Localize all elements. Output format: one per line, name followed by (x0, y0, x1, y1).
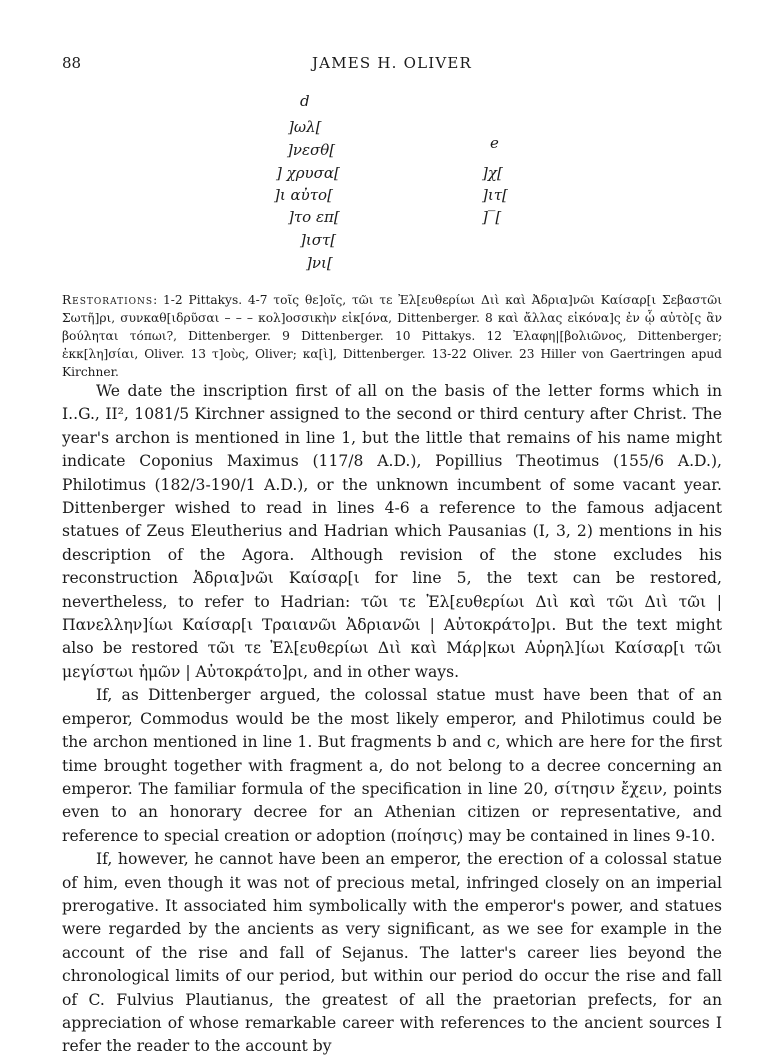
fragment-d-label: d (300, 92, 310, 110)
fragment-d-line: ]ωλ[ (288, 118, 322, 136)
fragment-e-line: ]ιτ[ (482, 186, 508, 204)
fragment-d-line: ]νι[ (306, 254, 333, 272)
page-number: 88 (62, 54, 82, 72)
fragment-d-line: ]νεσθ[ (287, 141, 336, 159)
fragment-d-line: ]ι αὐτο[ (274, 186, 333, 204)
fragment-e-line: ]χ[ (482, 164, 503, 182)
paragraph: If, as Dittenberger argued, the colossal statue must have been that of an emperor, Commodus would be the most likely emperor, and Philotimus could be the archon mentioned in line 1. But fragments b and c, which are here for the first time brought together with fragment a, do not belong to a decree concerning an emperor. The familiar formula of the specification in line 20, σίτησιν ἔχειν, points even to an honorary decree for an Athenian citizen or representative, and reference to special creation or adoption (ποίησις) may be contained in lines 9-10. (62, 686, 722, 845)
restorations-text: : 1-2 Pittakys. 4-7 τοῖς θε]οῖς, τῶι τε Ἐλ[ευθερίωι Διὶ καὶ Ἀδρια]νῶι Καίσαρ[ι Σεβαστῶι Σωτῆ]ρι, συνκαθ[ιδρῦσαι – – – κολ]οσσικὴν εἰκ[όνα, Dittenberger. 8 καὶ ἄλλας εἰκόνα]ς ἐν ᾧ αὐτὸ[ς ἂν βούληται τόπωι?, Dittenberger. 9 Dittenberger. 10 Pittakys. 12 Ἐλαφη|[βολιῶνος, Dittenberger; ἐκκ[λη]σίαι, Oliver. 13 τ]οὺς, Oliver; κα[ὶ], Dittenberger. 13-22 Oliver. 23 Hiller von Gaertringen apud Kirchner. (62, 293, 722, 379)
fragment-d-line: ]ιστ[ (300, 231, 337, 249)
page-header (62, 54, 722, 80)
restorations-note (62, 291, 722, 381)
fragment-e-line: ]‾[ (482, 208, 502, 226)
article-body (62, 380, 722, 1059)
running-head: JAMES H. OLIVER (311, 54, 473, 72)
fragment-d-line: ]το επ[ (288, 208, 340, 226)
paragraph: We date the inscription first of all on the basis of the letter forms which in I..G., II², 1081/5 Kirchner assigned to the second or third century after Christ. The year's archon is mentioned in line 1, but the little that remains of his name might indicate Coponius Maximus (117/8 A.D.), Popillius Theotimus (155/6 A.D.), Philotimus (182/3-190/1 A.D.), or the unknown incumbent of some vacant year. Dittenberger wished to read in lines 4-6 a reference to the famous adjacent statues of Zeus Eleutherius and Hadrian which Pausanias (I, 3, 2) mentions in his description of the Agora. Although revision of the stone excludes his reconstruction Ἀδρια]νῶι Καίσαρ[ι for line 5, the text can be restored, nevertheless, to refer to Hadrian: τῶι τε Ἐλ[ευθερίωι Διὶ καὶ τῶι Διὶ τῶι | Πανελλην]ίωι Καίσαρ[ι Τραιανῶι Ἀδριανῶι | Αὐτοκράτο]ρι. But the text might also be restored τῶι τε Ἐλ[ευθερίωι Διὶ καὶ Μάρ|κωι Αὐρηλ]ίωι Καίσαρ[ι τῶι μεγίστωι ἡμῶν | Αὐτοκράτο]ρι, and in other ways. (62, 382, 722, 681)
paragraph: If, however, he cannot have been an emperor, the erection of a colossal statue of him, even though it was not of precious metal, infringed closely on an imperial prerogative. It associated him symbolically with the emperor's power, and statues were regarded by the ancients as very significant, as we see for example in the account of the rise and fall of Sejanus. The latter's career lies beyond the chronological limits of our period, but within our period do occur the rise and fall of C. Fulvius Plautianus, the greatest of all the praetorian prefects, for an appreciation of whose remarkable career with references to the ancient sources I refer the reader to the account by (62, 850, 722, 1056)
fragment-d-line: ] χρυσα[ (276, 164, 340, 182)
fragment-e-label: e (490, 134, 499, 152)
restorations-label: Restorations (62, 293, 154, 307)
